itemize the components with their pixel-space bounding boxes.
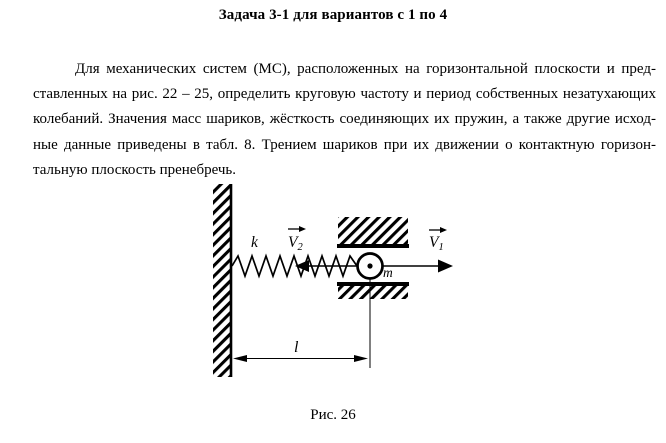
v2-label [288, 226, 306, 253]
problem-title: Задача 3-1 для вариантов с 1 по 4 [218, 7, 448, 23]
upper-guide-block [337, 217, 409, 246]
dimension-l [233, 355, 368, 362]
spring-stiffness-label: k [251, 234, 258, 251]
figure-caption: Рис. 26 [310, 407, 356, 423]
length-label: l [294, 339, 299, 356]
paragraph-line: тальную плоскость пренебречь. [33, 161, 237, 178]
mass-label: m [383, 265, 393, 280]
v1-label [429, 227, 447, 253]
lower-guide-block [337, 284, 409, 299]
paragraph-line: ные данные приведены в табл. 8. Трением шариков при их движении о контактную горизон- [33, 136, 656, 153]
svg-text:V1: V1 [429, 234, 444, 253]
paragraph-line: колебаний. Значения масс шариков, жёсткость соединяющих их пружин, а также другие исход- [33, 111, 656, 128]
wall-hatched [213, 184, 231, 377]
svg-text:V2: V2 [288, 234, 303, 253]
paragraph-line: Для механических систем (МС), расположенных на горизонтальной плоскости и пред- [75, 61, 656, 77]
paragraph-line: ставленных на рис. 22 – 25, определить круговую частоту и период собственных незатухающих [33, 86, 656, 103]
mass-ball [358, 254, 383, 279]
